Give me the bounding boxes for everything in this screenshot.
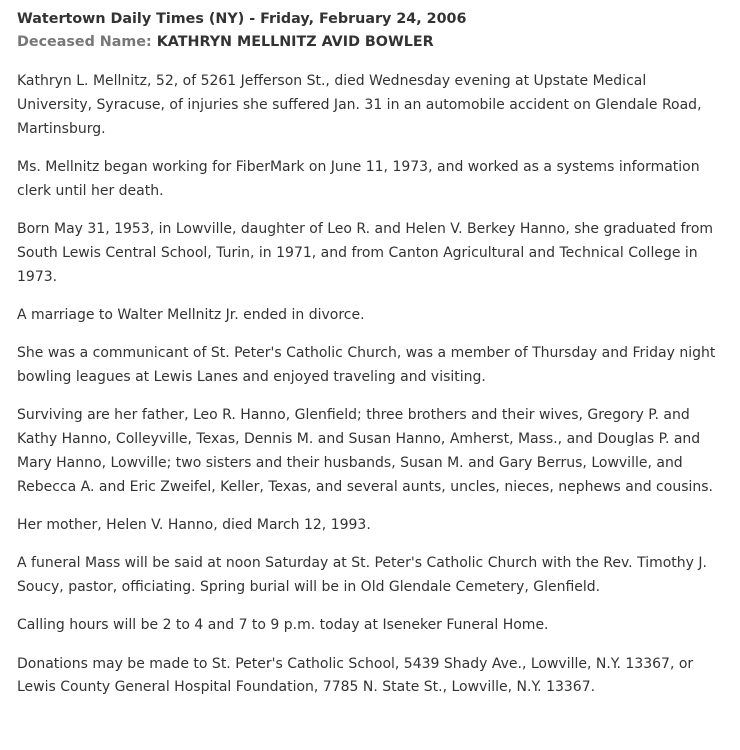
obituary-body (17, 70, 722, 700)
paragraph-employment: Ms. Mellnitz began working for FiberMark on June 11, 1973, and worked as a systems information clerk until her death. (17, 158, 700, 199)
deceased-label: Deceased Name: (17, 34, 152, 50)
paragraph-predeceased: Her mother, Helen V. Hanno, died March 12, 1993. (17, 516, 371, 533)
paragraph-marriage: A marriage to Walter Mellnitz Jr. ended in divorce. (17, 306, 365, 323)
paragraph-activities: She was a communicant of St. Peter's Catholic Church, was a member of Thursday and Friday night bowling leagues at Lewis Lanes and enjoyed traveling and visiting. (17, 345, 716, 385)
paragraph-funeral: A funeral Mass will be said at noon Saturday at St. Peter's Catholic Church with the Rev. Timothy J. Soucy, pastor, officiating. Spring burial will be in Old Glendale Cemetery, Glenfield. (17, 555, 707, 596)
paragraph-survivors: Surviving are her father, Leo R. Hanno, Glenfield; three brothers and their wives, Gregory P. and Kathy Hanno, Colleyville, Texas, Dennis M. and Susan Hanno, Amherst, Mass., and Douglas P. and Mary Hanno, Lowville; two sisters and their husbands, Susan M. and Gary Berrus, Lowville, and Rebecca A. and Eric Zweifel, Keller, Texas, and several aunts, uncles, nieces, nephews and cousins. (17, 407, 713, 495)
deceased-name: KATHRYN MELLNITZ AVID BOWLER (156, 34, 434, 50)
paragraph-birth-education: Born May 31, 1953, in Lowville, daughter of Leo R. and Helen V. Berkey Hanno, she graduated from South Lewis Central School, Turin, in 1971, and from Canton Agricultural and Technical College in 1973. (17, 220, 714, 285)
paragraph-donations: Donations may be made to St. Peter's Catholic School, 5439 Shady Ave., Lowville, N.Y. 13367, or Lewis County General Hospital Foundation, 7785 N. State St., Lowville, N.Y. 13367. (17, 655, 694, 696)
publication-headline: Watertown Daily Times (NY) - Friday, February 24, 2006 (17, 11, 467, 27)
deceased-name-line (17, 32, 722, 52)
paragraph-calling-hours: Calling hours will be 2 to 4 and 7 to 9 p.m. today at Iseneker Funeral Home. (17, 617, 549, 634)
paragraph-intro: Kathryn L. Mellnitz, 52, of 5261 Jefferson St., died Wednesday evening at Upstate Medical University, Syracuse, of injuries she suffered Jan. 31 in an automobile accident on Glendale Road, Martinsburg. (17, 73, 702, 137)
